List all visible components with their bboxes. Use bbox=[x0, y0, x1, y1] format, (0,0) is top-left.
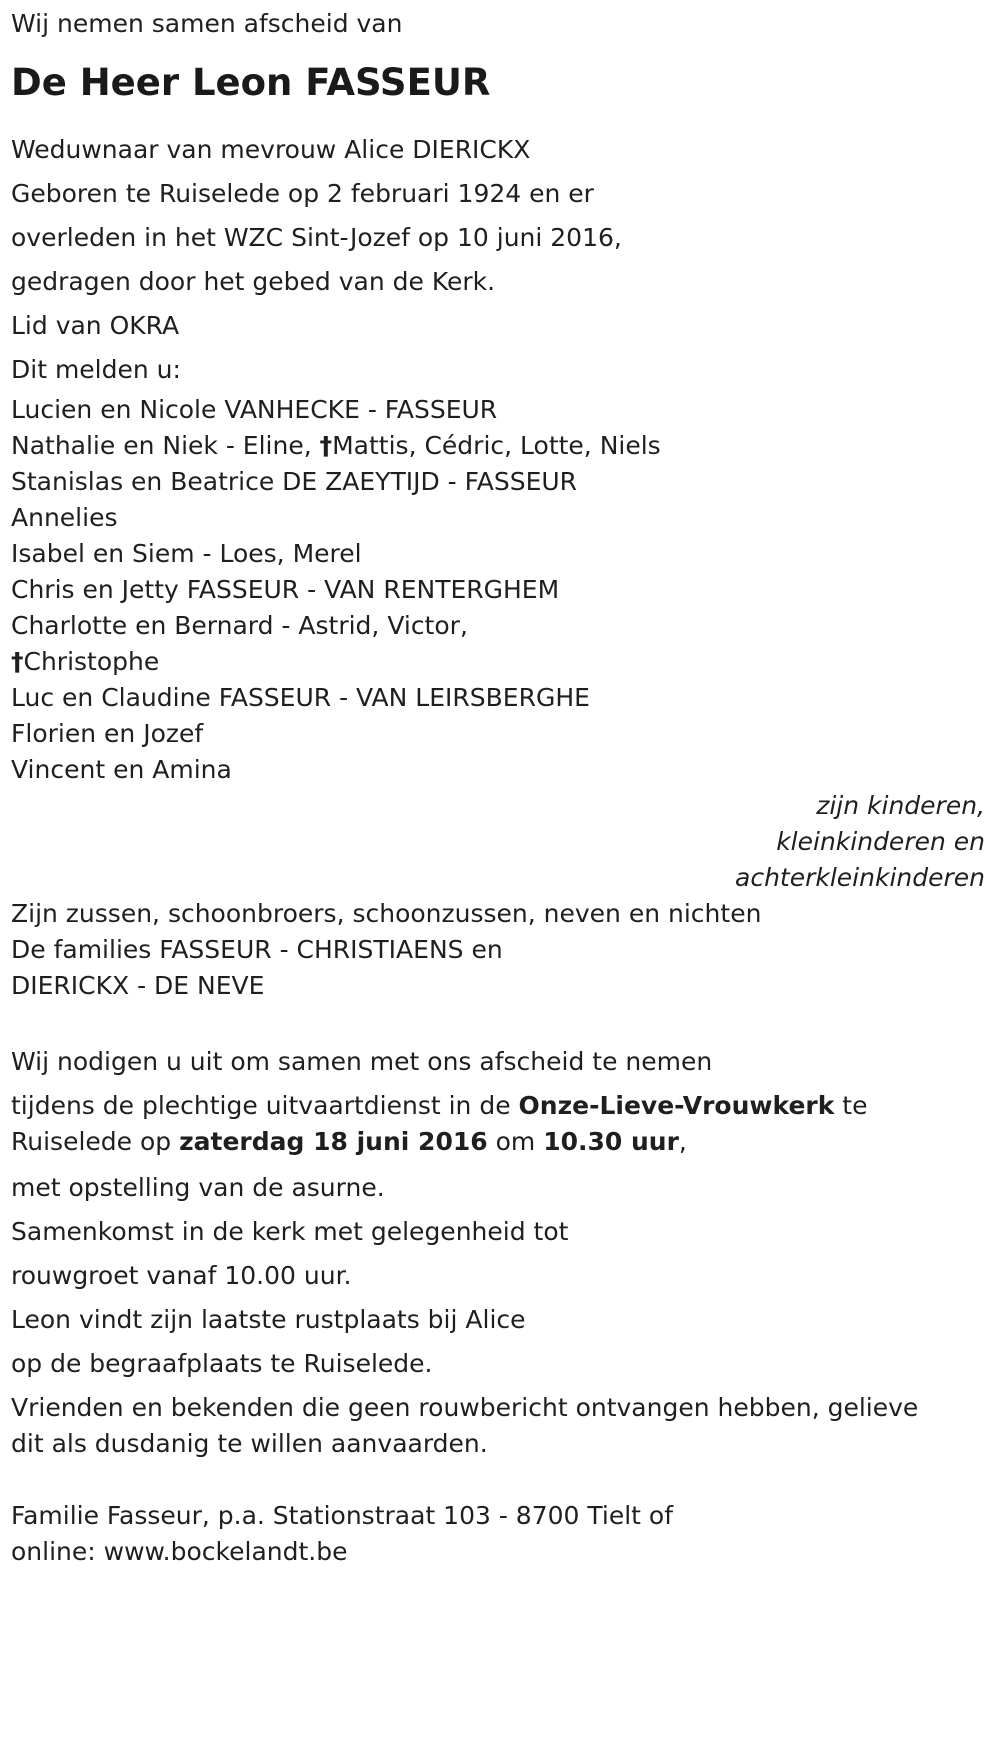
friends-block bbox=[11, 1390, 1000, 1462]
family-text: Nathalie en Niek - Eline, bbox=[11, 431, 320, 460]
family-line: Lucien en Nicole VANHECKE - FASSEUR bbox=[11, 395, 498, 424]
service-text: , bbox=[678, 1127, 687, 1156]
service-line bbox=[11, 1088, 1000, 1124]
relation-line: zijn kinderen, bbox=[816, 791, 985, 820]
family-line: Isabel en Siem - Loes, Merel bbox=[11, 539, 362, 568]
relation-line: kleinkinderen en bbox=[776, 827, 985, 856]
contact-line: Familie Fasseur, p.a. Stationstraat 103 - 8700 Tielt of bbox=[11, 1501, 673, 1530]
intro-text: Wij nemen samen afscheid van bbox=[11, 9, 403, 38]
relatives-line: De families FASSEUR - CHRISTIAENS en bbox=[11, 935, 503, 964]
contact-line: online: www.bockelandt.be bbox=[11, 1537, 348, 1566]
bio-line: Geboren te Ruiselede op 2 februari 1924 en er bbox=[11, 179, 594, 208]
bio-line: gedragen door het gebed van de Kerk. bbox=[11, 267, 496, 296]
family-line: Vincent en Amina bbox=[11, 755, 232, 784]
church-name: Onze-Lieve-Vrouwkerk bbox=[518, 1091, 835, 1120]
bio-block bbox=[11, 128, 1000, 348]
details-line: met opstelling van de asurne. bbox=[11, 1173, 385, 1202]
service-text: Ruiselede op bbox=[11, 1127, 180, 1156]
cross-symbol: † bbox=[11, 647, 24, 676]
family-line bbox=[11, 428, 1000, 464]
family-line bbox=[11, 644, 1000, 680]
family-line: Florien en Jozef bbox=[11, 719, 204, 748]
relatives-block bbox=[11, 896, 1000, 1004]
friends-line: dit als dusdanig te willen aanvaarden. bbox=[11, 1429, 488, 1458]
bio-line: Weduwnaar van mevrouw Alice DIERICKX bbox=[11, 135, 531, 164]
family-line: Annelies bbox=[11, 503, 118, 532]
details-line: Leon vindt zijn laatste rustplaats bij Alice bbox=[11, 1305, 526, 1334]
family-line: Chris en Jetty FASSEUR - VAN RENTERGHEM bbox=[11, 575, 560, 604]
service-time: 10.30 uur bbox=[543, 1127, 679, 1156]
family-block bbox=[11, 348, 1000, 788]
service-date: zaterdag 18 juni 2016 bbox=[179, 1127, 488, 1156]
family-text: Christophe bbox=[23, 647, 160, 676]
relatives-line: Zijn zussen, schoonbroers, schoonzussen, neven en nichten bbox=[11, 899, 762, 928]
family-line: Luc en Claudine FASSEUR - VAN LEIRSBERGHE bbox=[11, 683, 590, 712]
relatives-line: DIERICKX - DE NEVE bbox=[11, 971, 265, 1000]
cross-symbol: † bbox=[319, 431, 333, 460]
friends-line: Vrienden en bekenden die geen rouwbericht ontvangen hebben, gelieve bbox=[11, 1393, 919, 1422]
announce-text: Dit melden u: bbox=[11, 355, 181, 384]
family-line: Stanislas en Beatrice DE ZAEYTIJD - FASSEUR bbox=[11, 467, 578, 496]
service-text: tijdens de plechtige uitvaartdienst in de bbox=[11, 1091, 519, 1120]
contact-block bbox=[11, 1498, 1000, 1570]
family-text: Mattis, Cédric, Lotte, Niels bbox=[332, 431, 661, 460]
deceased-name: De Heer Leon FASSEUR bbox=[11, 61, 491, 104]
service-text: te bbox=[834, 1091, 868, 1120]
service-block bbox=[11, 1088, 1000, 1160]
bio-line: overleden in het WZC Sint-Jozef op 10 juni 2016, bbox=[11, 223, 622, 252]
relation-block bbox=[11, 788, 991, 896]
details-line: rouwgroet vanaf 10.00 uur. bbox=[11, 1261, 352, 1290]
details-line: Samenkomst in de kerk met gelegenheid tot bbox=[11, 1217, 569, 1246]
details-line: op de begraafplaats te Ruiselede. bbox=[11, 1349, 433, 1378]
invite-text: Wij nodigen u uit om samen met ons afscheid te nemen bbox=[11, 1047, 713, 1076]
bio-line: Lid van OKRA bbox=[11, 311, 180, 340]
relation-line: achterkleinkinderen bbox=[735, 863, 985, 892]
service-text: om bbox=[487, 1127, 544, 1156]
family-line: Charlotte en Bernard - Astrid, Victor, bbox=[11, 611, 468, 640]
service-line bbox=[11, 1124, 1000, 1160]
details-block bbox=[11, 1166, 1000, 1386]
